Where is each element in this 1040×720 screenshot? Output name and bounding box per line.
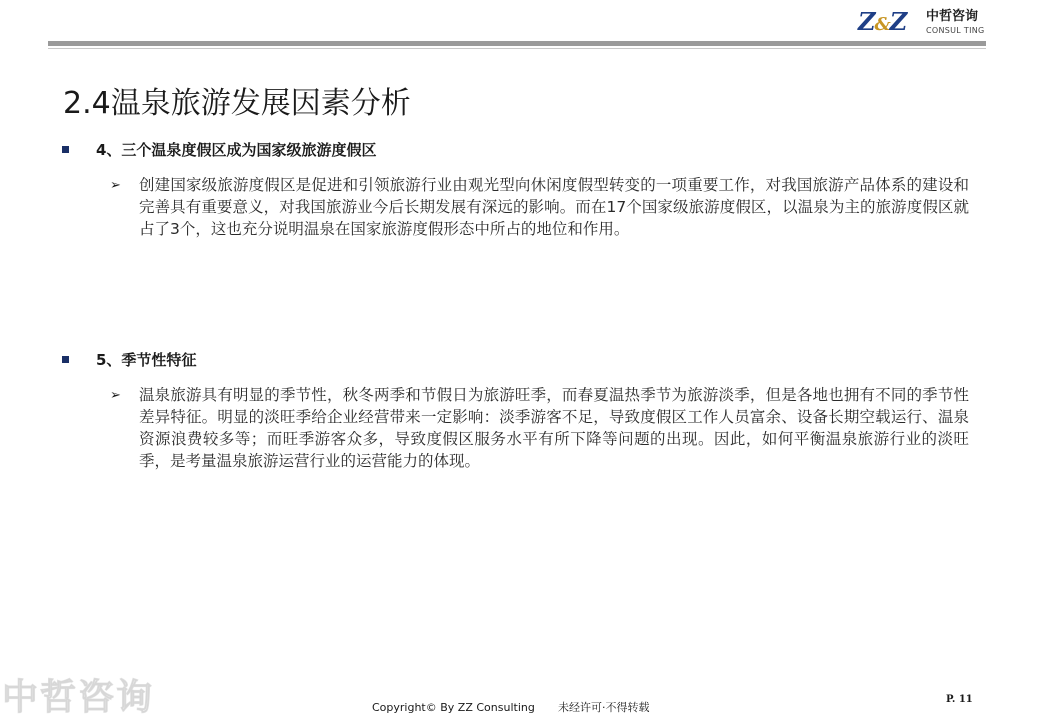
header-divider-thin — [48, 48, 986, 49]
arrow-bullet-icon: ➢ — [110, 178, 121, 193]
paragraph-text: 温泉旅游具有明显的季节性，秋冬两季和节假日为旅游旺季，而春夏温热季节为旅游淡季，但是各地也拥有不同的季节性差异特征。明显的淡旺季给企业经营带来一定影响：淡季游客不足，导致度假区工作人员富余、设备长期空载运行、温泉资源浪费较多等；而旺季游客众多，导致度假区服务水平有所下降等问题的出现。因此，如何平衡温泉旅游行业的淡旺季，是考量温泉旅游运营行业的运营能力的体现。 — [139, 386, 969, 470]
section-paragraph-1 — [110, 174, 970, 266]
square-bullet-icon — [62, 356, 69, 363]
page-number: P. 11 — [946, 694, 973, 705]
logo-chinese-name: 中哲咨询 — [926, 9, 979, 24]
section-heading-text: 5、季节性特征 — [96, 351, 197, 369]
logo-english-name: CONSUL TING — [926, 26, 985, 35]
copyright-notice: 未经许可·不得转载 — [558, 701, 650, 714]
section-heading-text: 4、三个温泉度假区成为国家级旅游度假区 — [96, 141, 377, 159]
arrow-bullet-icon: ➢ — [110, 388, 121, 403]
header-divider-thick — [48, 41, 986, 46]
section-paragraph-2 — [110, 384, 970, 500]
page-title: 2.4温泉旅游发展因素分析 — [63, 86, 411, 121]
copyright-text: Copyright© By ZZ Consulting — [372, 701, 535, 714]
watermark: 中哲咨询 — [2, 677, 155, 718]
paragraph-text: 创建国家级旅游度假区是促进和引领旅游行业由观光型向休闲度假型转变的一项重要工作，对我国旅游产品体系的建设和完善具有重要意义，对我国旅游业今后长期发展有深远的影响。而在17个国家级旅游度假区，以温泉为主的旅游度假区就占了3个，这也充分说明温泉在国家旅游度假形态中所占的地位和作用。 — [139, 176, 969, 238]
logo-mark: Z&Z — [858, 7, 907, 36]
square-bullet-icon — [62, 146, 69, 153]
